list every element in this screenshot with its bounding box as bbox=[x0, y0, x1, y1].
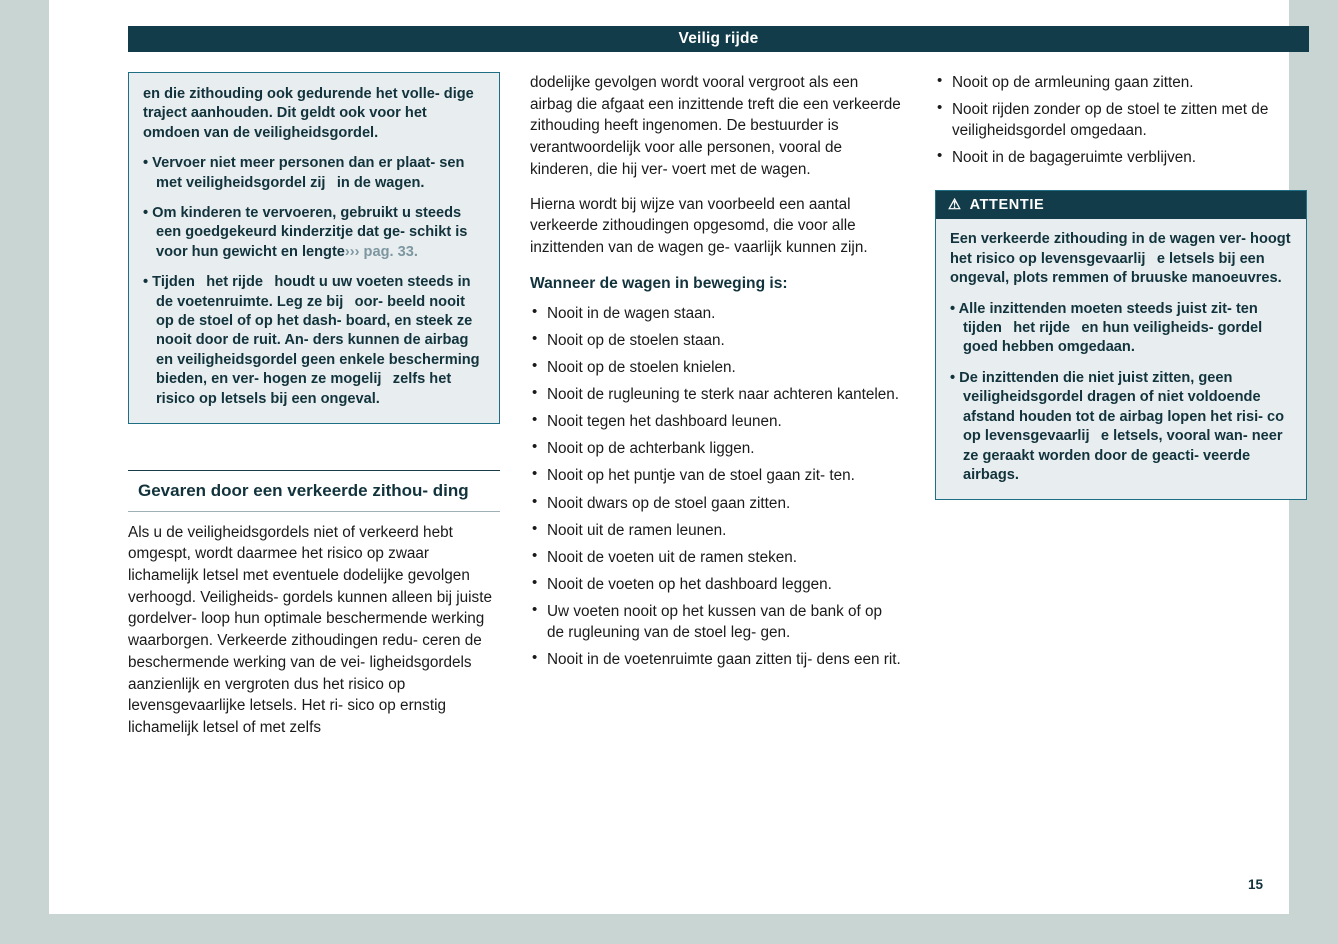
list-item: • Nooit rijden zonder op de stoel te zitten met de veiligheidsgordel omgedaan. bbox=[935, 99, 1307, 141]
list-item: • Nooit de voeten op het dashboard leggen. bbox=[530, 574, 902, 595]
column-left bbox=[128, 72, 500, 739]
page-number: 15 bbox=[1247, 877, 1263, 892]
list-item: • Uw voeten nooit op het kussen van de bank of op de rugleuning van de stoel leg- gen. bbox=[530, 601, 902, 643]
note-paragraph-1: en die zithouding ook gedurende het volle- dige traject aanhouden. Dit geldt ook voor het omdoen van de veiligheidsgordel. bbox=[143, 86, 474, 141]
list-item: • Nooit op het puntje van de stoel gaan zit- ten. bbox=[530, 465, 902, 486]
note-bullet-2 bbox=[143, 204, 485, 262]
column-middle bbox=[530, 72, 902, 676]
list-item: • Nooit in de bagageruimte verblijven. bbox=[935, 147, 1307, 168]
middle-paragraph-1: dodelijke gevolgen wordt vooral vergroot als een airbag die afgaat een inzittende treft die een verkeerde zithouding heeft ingenomen. De bestuurder is verantwoordelijk voor alle personen, vooral de kinderen, die hij ver- voert met de wagen. bbox=[530, 74, 901, 178]
page-header-title: Veilig rijde bbox=[128, 26, 1309, 52]
list-item: • Nooit op de armleuning gaan zitten. bbox=[935, 72, 1307, 93]
section-body-text: Als u de veiligheidsgordels niet of verkeerd hebt omgespt, wordt daarmee het risico op zwaar lichamelijk letsel met eventuele dodelijke gevolgen verhoogd. Veiligheids- gordels kunnen alleen bij juiste gordelver- loop hun optimale beschermende werking waarborgen. Verkeerde zithoudingen redu- ceren de beschermende werking van de vei- ligheidsgordels aanzienlijk en vergroten dus het risico op levensgevaarlijke letsels. Het ri- sico op ernstig lichamelijk letsel of met zelfs bbox=[128, 523, 492, 736]
list-item: • Nooit op de achterbank liggen. bbox=[530, 438, 902, 459]
note-bullet-2-text: • Om kinderen te vervoeren, gebruikt u steeds een goedgekeurd kinderzitje dat ge- schikt is voor hun gewicht en lengte bbox=[143, 205, 468, 260]
middle-paragraph-2: Hierna wordt bij wijze van voorbeeld een aantal verkeerde zithoudingen opgesomd, die voor alle inzittenden van de wagen ge- vaarlijk kunnen zijn. bbox=[530, 195, 868, 257]
warning-triangle-icon: ⚠ bbox=[948, 197, 962, 214]
list-item: • Nooit op de stoelen staan. bbox=[530, 330, 902, 351]
note-bullet-3: • Tijden het rijde houdt u uw voeten steeds in de voetenruimte. Leg ze bij oor- beeld nooit op de stoel of op het dash- board, en steek ze nooit door de ruit. An- ders kunnen de airbag en veiligheidsgordel geen enkele bescherming bieden, en ver- hogen ze mogelij zelfs het risico op letsels bij een ongeval. bbox=[143, 274, 480, 407]
middle-bullet-list bbox=[530, 303, 902, 671]
list-item: • Nooit de rugleuning te sterk naar achteren kantelen. bbox=[530, 384, 902, 405]
list-item: • Nooit tegen het dashboard leunen. bbox=[530, 411, 902, 432]
list-item: • Nooit uit de ramen leunen. bbox=[530, 520, 902, 541]
attention-paragraph-1: Een verkeerde zithouding in de wagen ver- hoogt het risico op levensgevaarlij e letsels bij een ongeval, plots remmen of bruuske manoeuvres. bbox=[950, 231, 1291, 287]
attention-bullet-1: • Alle inzittenden moeten steeds juist zit- ten tijden het rijde en hun veiligheids- gordel goed hebben omgedaan. bbox=[950, 300, 1263, 356]
page-columns bbox=[128, 72, 1309, 902]
attention-box-header bbox=[936, 191, 1306, 219]
attention-box-body bbox=[936, 219, 1306, 499]
section-heading: Gevaren door een verkeerde zithou- ding bbox=[128, 470, 500, 511]
note-bullet-1: • Vervoer niet meer personen dan er plaat- sen met veiligheidsgordel zij in de wagen. bbox=[143, 155, 465, 191]
page-sheet bbox=[49, 0, 1289, 914]
attention-box-title: ATTENTIE bbox=[969, 197, 1045, 214]
attention-bullet-2: • De inzittenden die niet juist zitten, geen veiligheidsgordel dragen of niet voldoende afstand houden tot de airbag lopen het risi- co op levensgevaarlij e letsels, vooral wan- neer ze geraakt worden door de geacti- veerde airbags. bbox=[950, 369, 1285, 483]
note-box bbox=[128, 72, 500, 424]
list-item: • Nooit in de voetenruimte gaan zitten tij- dens een rit. bbox=[530, 649, 902, 670]
list-item: • Nooit dwars op de stoel gaan zitten. bbox=[530, 493, 902, 514]
column-right bbox=[935, 72, 1307, 500]
attention-box bbox=[935, 190, 1307, 500]
list-item: • Nooit de voeten uit de ramen steken. bbox=[530, 547, 902, 568]
right-bullet-list bbox=[935, 72, 1307, 168]
list-item: • Nooit in de wagen staan. bbox=[530, 303, 902, 324]
list-item: • Nooit op de stoelen knielen. bbox=[530, 357, 902, 378]
page-reference-link[interactable]: ››› pag. 33. bbox=[344, 243, 418, 260]
sub-heading: Wanneer de wagen in beweging is: bbox=[530, 274, 788, 292]
